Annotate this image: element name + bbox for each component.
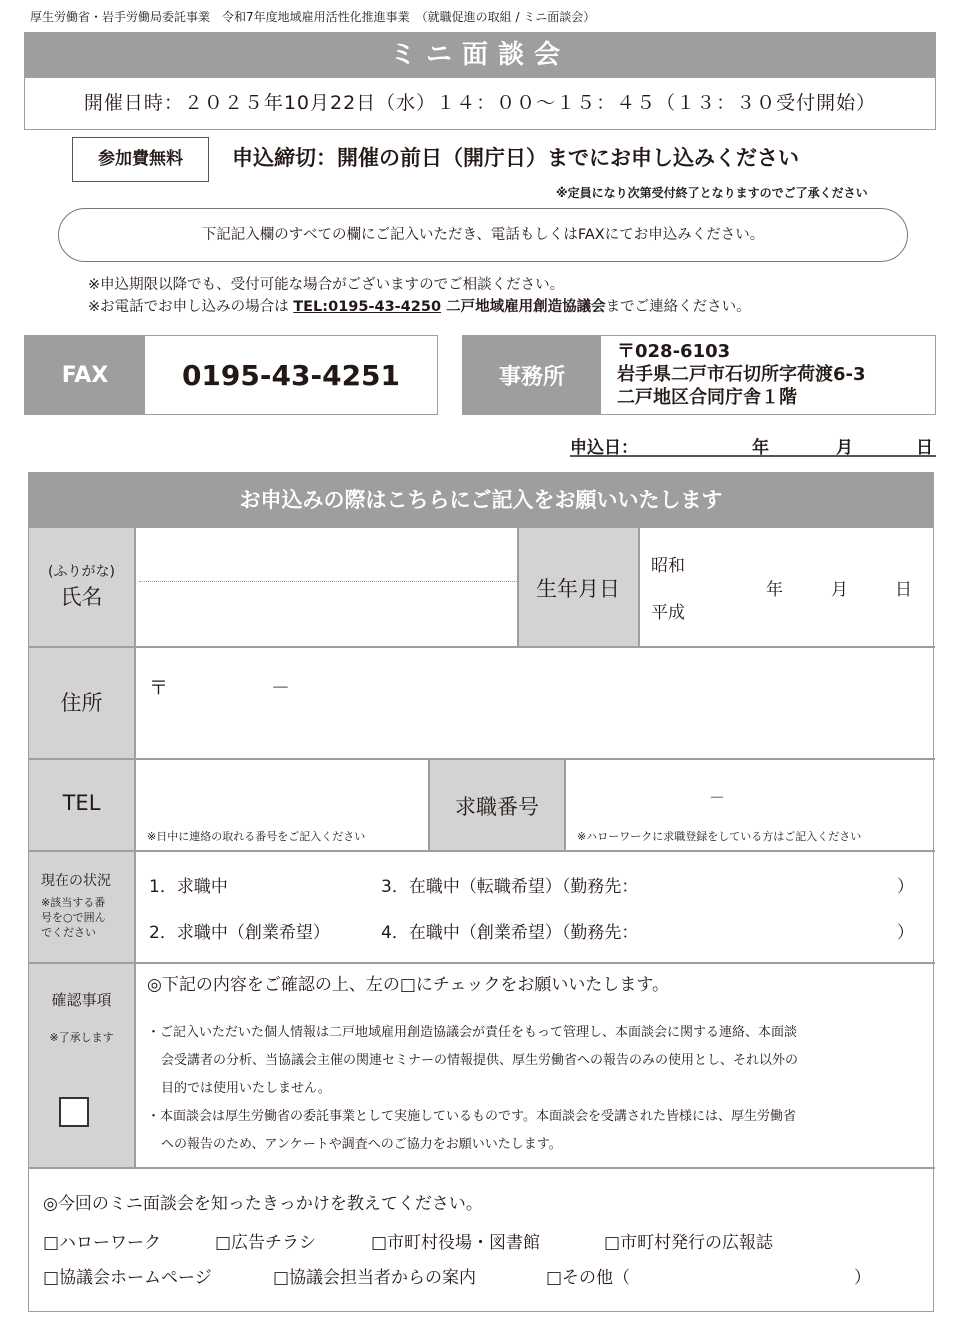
col-divider-main	[134, 528, 136, 1167]
application-date-year: 年	[752, 438, 769, 458]
confirm-sublabel: ※了承します	[49, 1031, 114, 1044]
survey-option-bulletin[interactable]: □市町村発行の広報誌	[604, 1233, 774, 1253]
fax-box	[24, 335, 438, 415]
address-label: 住所	[60, 691, 103, 715]
office-box	[462, 335, 936, 415]
status-option-3-close: ）	[897, 877, 914, 897]
furigana-label: (ふりがな)	[48, 564, 115, 580]
header-note: 厚生労働省・岩手労働局委託事業 令和7年度地域雇用活性化推進事業 （就職促進の取組 / ミニ面談会）	[30, 10, 596, 24]
survey-option-staff[interactable]: □協議会担当者からの案内	[273, 1268, 477, 1288]
birth-day-unit: 日	[895, 580, 912, 600]
office-label: 事務所	[463, 336, 601, 414]
survey-option-other[interactable]: □その他（	[546, 1268, 631, 1288]
name-label: 氏名	[60, 585, 103, 609]
fee-badge: 参加費無料	[72, 137, 209, 182]
status-option-2[interactable]: 2．求職中（創業希望）	[149, 923, 330, 943]
page-title: ミニ面談会	[25, 33, 935, 78]
row-divider-2	[29, 758, 935, 760]
address-input[interactable]	[137, 649, 933, 757]
birth-month-unit: 月	[831, 580, 848, 600]
row-divider-3	[29, 850, 935, 852]
col-divider-job-right	[564, 758, 566, 850]
status-option-1[interactable]: 1．求職中	[149, 877, 228, 897]
era-showa: 昭和	[651, 556, 685, 576]
office-postal: 〒028-6103	[617, 341, 731, 362]
survey-option-hellowork[interactable]: □ハローワーク	[43, 1233, 162, 1253]
confirm-label: 確認事項	[51, 991, 112, 1009]
office-address-2: 二戸地区合同庁舎１階	[617, 387, 797, 408]
confirm-paragraph-1	[147, 1019, 798, 1159]
note-line-2-suffix: までご連絡ください。	[605, 299, 751, 315]
furigana-divider	[139, 581, 517, 582]
status-sublabel-1: ※該当する番	[41, 896, 106, 909]
survey-option-website[interactable]: □協議会ホームページ	[43, 1268, 212, 1288]
office-address	[601, 336, 935, 414]
status-option-4-close: ）	[897, 923, 914, 943]
era-heisei: 平成	[651, 603, 685, 623]
application-form	[28, 472, 934, 1312]
office-address-1: 岩手県二戸市石切所字荷渡6-3	[617, 364, 866, 385]
note-line-2-prefix: ※お電話でお申し込みの場合は	[88, 299, 294, 315]
note-line-1: ※申込期限以降でも、受付可能な場合がございますのでご相談ください。	[88, 277, 565, 293]
status-label: 現在の状況	[41, 873, 111, 889]
survey-option-other-close: ）	[854, 1268, 871, 1288]
row-divider-1	[29, 646, 935, 648]
notes	[88, 274, 751, 318]
confirm-p1-line-c: 目的では使用いたしません。	[161, 1081, 331, 1096]
survey-question: ◎今回のミニ面談会を知ったきっかけを教えてください。	[43, 1194, 483, 1214]
birth-year-unit: 年	[766, 580, 783, 600]
birth-label: 生年月日	[536, 577, 620, 601]
status-sublabel-3: でください	[41, 926, 96, 939]
name-input[interactable]	[137, 529, 517, 645]
confirm-heading: ◎下記の内容をご確認の上、左の□にチェックをお願いいたします。	[147, 975, 670, 995]
col-divider-birth-left	[517, 528, 519, 646]
note-line-2	[88, 296, 751, 318]
confirm-p2-line-b: への報告のため、アンケートや調査へのご協力をお願いいたします。	[161, 1137, 562, 1152]
survey-option-city-hall[interactable]: □市町村役場・図書館	[371, 1233, 541, 1253]
confirm-checkbox[interactable]	[59, 1097, 89, 1127]
organization-name: 二戸地域雇用創造協議会	[441, 299, 606, 315]
event-datetime: 開催日時：２０２５年10月22日（水）１４：００～１５：４５（１３：３０受付開始）	[83, 92, 877, 114]
row-divider-5	[29, 1167, 935, 1169]
application-date-field[interactable]	[570, 433, 936, 457]
phone-number: TEL:0195-43-4250	[293, 299, 442, 315]
application-date-day: 日	[916, 438, 933, 458]
address-postal-dash: －	[271, 677, 291, 699]
address-postal-mark: 〒	[149, 677, 169, 699]
status-sublabel-2: 号を○で囲ん	[41, 911, 106, 924]
status-options[interactable]	[137, 853, 933, 961]
tel-label: TEL	[62, 791, 101, 815]
tel-note: ※日中に連絡の取れる番号をご記入ください	[147, 830, 366, 843]
deadline-note: ※定員になり次第受付終了となりますのでご了承ください	[556, 186, 868, 200]
confirm-p1-line-a: ・ご記入いただいた個人情報は二戸地域雇用創造協議会が責任をもって管理し、本面談会に関する連絡、本面談	[147, 1025, 798, 1040]
form-heading: お申込みの際はこちらにご記入をお願いいたします	[29, 473, 933, 528]
application-date-month: 月	[836, 438, 853, 458]
deadline-text: 申込締切：開催の前日（開庁日）までにお申し込みください	[232, 146, 799, 170]
title-box	[24, 32, 936, 130]
confirm-p2-line-a: ・本面談会は厚生労働省の委託事業として実施しているものです。本面談会を受講された皆様には、厚生労働省	[147, 1109, 796, 1124]
row-divider-4	[29, 962, 935, 964]
fax-label: FAX	[25, 336, 145, 414]
job-number-dash: －	[709, 788, 726, 807]
survey-option-flyer[interactable]: □広告チラシ	[215, 1233, 317, 1253]
job-number-note: ※ハローワークに求職登録をしている方はご記入ください	[577, 830, 862, 843]
job-number-label: 求職番号	[455, 795, 539, 819]
col-divider-birth-right	[638, 528, 640, 646]
birth-input[interactable]	[641, 529, 933, 645]
instruction-box: 下記記入欄のすべての欄にご記入いただき、電話もしくはFAXにてお申込みください。	[58, 208, 908, 262]
application-date-label: 申込日：	[570, 438, 638, 458]
status-option-4[interactable]: 4．在職中（創業希望）（勤務先：	[381, 923, 639, 943]
status-option-3[interactable]: 3．在職中（転職希望）（勤務先：	[381, 877, 639, 897]
fax-number: 0195-43-4251	[181, 358, 401, 392]
confirm-p1-line-b: 会受講者の分析、当協議会主催の関連セミナーの情報提供、厚生労働省への報告のみの使用とし、それ以外の	[161, 1053, 799, 1068]
col-divider-job-left	[428, 758, 430, 850]
